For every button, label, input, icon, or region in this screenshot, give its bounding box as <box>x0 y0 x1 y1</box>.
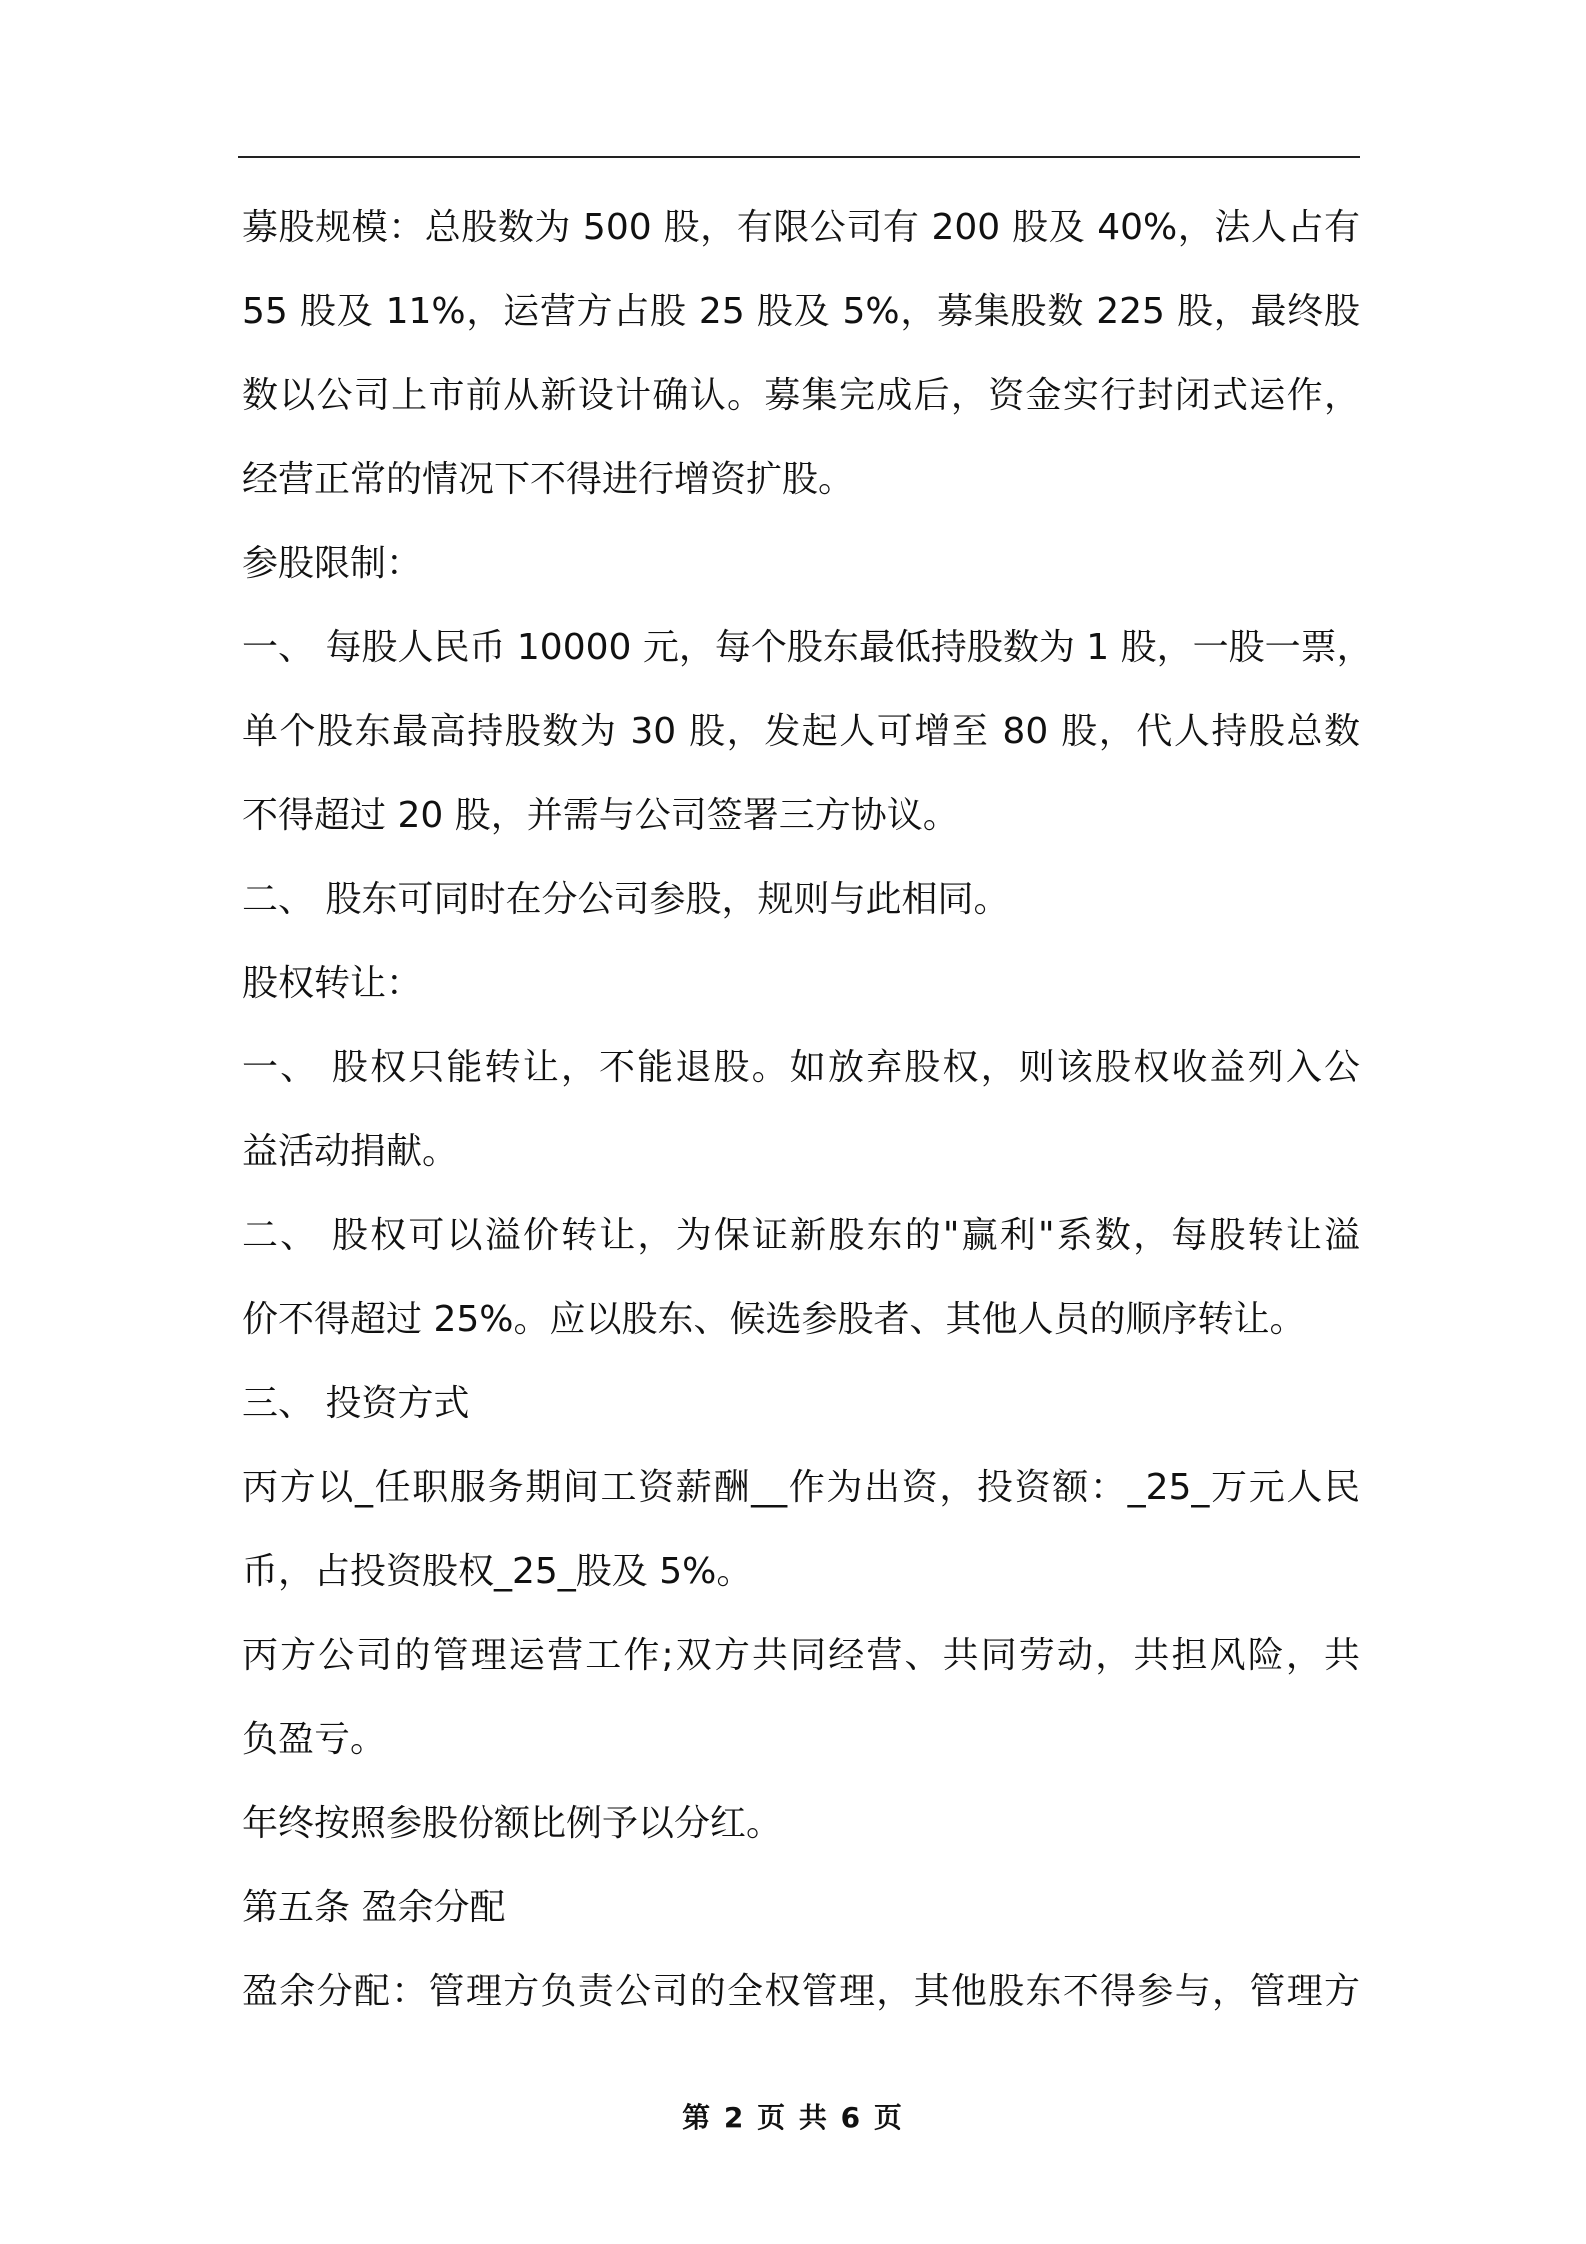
text-line: 参股限制： <box>242 543 423 584</box>
text-line: 不得超过 20 股，并需与公司签署三方协议。 <box>242 795 959 836</box>
text-line: 一、 每股人民币 10000 元，每个股东最低持股数为 1 股，一股一票， <box>242 627 1373 668</box>
document-body <box>242 186 1373 2034</box>
text-line: 益活动捐献。 <box>242 1131 459 1172</box>
text-line: 募股规模：总股数为 500 股，有限公司有 200 股及 40%，法人占有 <box>242 207 1360 248</box>
text-line: 三、 投资方式 <box>242 1383 470 1424</box>
text-line: 币，占投资股权_25_股及 5%。 <box>242 1551 753 1592</box>
text-line: 二、 股权可以溢价转让，为保证新股东的"赢利"系数，每股转让溢 <box>242 1215 1360 1256</box>
text-line: 丙方以_任职服务期间工资薪酬__作为出资，投资额：_25_万元人民 <box>242 1467 1360 1508</box>
page-footer <box>0 2096 1586 2136</box>
text-line: 价不得超过 25%。应以股东、候选参股者、其他人员的顺序转让。 <box>242 1299 1306 1340</box>
text-line: 二、 股东可同时在分公司参股，规则与此相同。 <box>242 879 1010 920</box>
header-rule <box>238 156 1360 158</box>
page-number-label: 第 2 页 共 6 页 <box>682 2101 904 2134</box>
text-line: 股权转让： <box>242 963 423 1004</box>
text-line: 一、 股权只能转让，不能退股。如放弃股权，则该股权收益列入公 <box>242 1047 1360 1088</box>
text-line: 经营正常的情况下不得进行增资扩股。 <box>242 459 855 500</box>
text-line: 丙方公司的管理运营工作;双方共同经营、共同劳动，共担风险，共 <box>242 1635 1360 1676</box>
text-line: 年终按照参股份额比例予以分红。 <box>242 1803 783 1844</box>
text-line: 盈余分配：管理方负责公司的全权管理，其他股东不得参与，管理方 <box>242 1971 1360 2012</box>
text-line: 55 股及 11%，运营方占股 25 股及 5%，募集股数 225 股，最终股 <box>242 291 1360 332</box>
text-line: 第五条 盈余分配 <box>242 1887 506 1928</box>
text-line: 单个股东最高持股数为 30 股，发起人可增至 80 股，代人持股总数 <box>242 711 1360 752</box>
text-line: 负盈亏。 <box>242 1719 387 1760</box>
text-line: 数以公司上市前从新设计确认。募集完成后，资金实行封闭式运作， <box>242 375 1360 416</box>
